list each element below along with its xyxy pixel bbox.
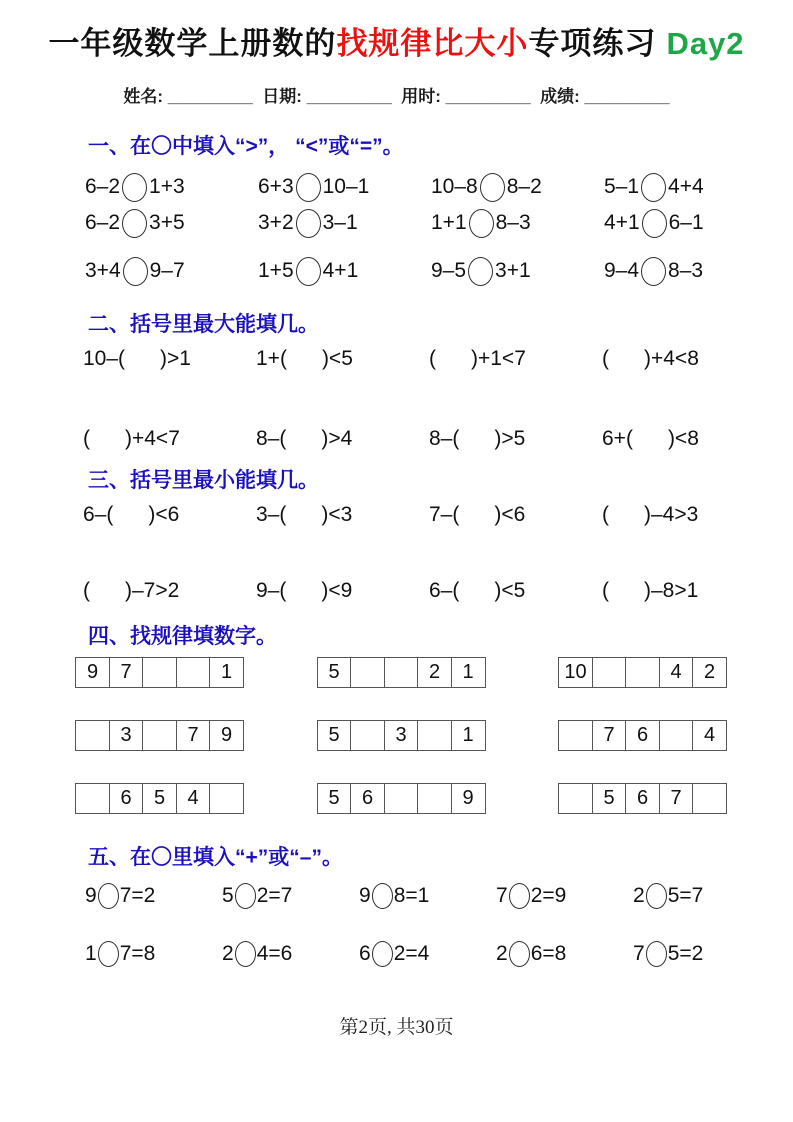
compare-item [85, 171, 258, 203]
expression-right: 3+1 [495, 259, 531, 282]
table-cell-blank[interactable] [625, 657, 660, 688]
expression-right: 10–1 [322, 175, 370, 198]
number-pattern-table [317, 720, 486, 751]
number-pattern-table [317, 783, 486, 814]
answer-circle[interactable] [641, 257, 666, 286]
section1-heading: 一、在〇中填入“>”， “<”或“=”。 [88, 135, 404, 158]
answer-circle[interactable] [372, 883, 393, 909]
number-pattern-table [317, 657, 486, 688]
sign-item [222, 938, 359, 970]
answer-circle[interactable] [646, 883, 667, 909]
min-fill-row [83, 577, 793, 605]
expression-left: 9–5 [431, 259, 467, 282]
table-cell: 9 [451, 783, 486, 814]
fill-blank-expression[interactable]: 9–( )<9 [256, 579, 353, 602]
expression-left: 6+3 [258, 175, 294, 198]
compare-row [85, 207, 793, 239]
table-cell: 2 [417, 657, 452, 688]
table-cell: 6 [350, 783, 385, 814]
fill-blank-expression[interactable]: 6–( )<5 [429, 579, 526, 602]
table-cell: 1 [451, 720, 486, 751]
fill-blank-expression[interactable]: ( )–7>2 [83, 579, 180, 602]
table-cell: 5 [317, 720, 352, 751]
expression-right: 6–1 [668, 211, 704, 234]
answer-circle[interactable] [646, 941, 667, 967]
fill-blank-expression[interactable]: ( )+4<7 [83, 427, 180, 450]
section3-heading: 三、括号里最小能填几。 [88, 469, 319, 492]
operand-left: 2 [222, 942, 234, 965]
expression-left: 4+1 [604, 211, 640, 234]
answer-circle[interactable] [98, 941, 119, 967]
table-cell-blank[interactable] [417, 783, 452, 814]
compare-item [431, 255, 604, 287]
number-pattern-table [75, 783, 244, 814]
expression-left: 5–1 [604, 175, 640, 198]
number-pattern-table [75, 657, 244, 688]
page-title [0, 0, 793, 64]
answer-circle[interactable] [235, 941, 256, 967]
expression-left: 1+1 [431, 211, 467, 234]
table-cell: 10 [558, 657, 593, 688]
compare-item [85, 255, 258, 287]
min-fill-row [83, 501, 793, 529]
operand-left: 2 [496, 942, 508, 965]
table-cell: 7 [176, 720, 211, 751]
table-cell-blank[interactable] [176, 657, 211, 688]
operand-left: 7 [496, 884, 508, 907]
pattern-table-row [75, 720, 727, 751]
table-cell: 5 [142, 783, 177, 814]
number-pattern-table [558, 783, 727, 814]
fill-blank-expression[interactable]: 6–( )<6 [83, 503, 180, 526]
expression-left: 6–2 [85, 211, 121, 234]
table-cell-blank[interactable] [384, 783, 419, 814]
answer-circle[interactable] [509, 883, 530, 909]
title-part2: 专项练习 [528, 26, 657, 61]
expression-right: 8–3 [668, 259, 704, 282]
compare-item [258, 255, 431, 287]
pattern-table-row [75, 657, 727, 688]
fill-blank-expression[interactable]: 10–( )>1 [83, 347, 191, 370]
operand-left: 5 [222, 884, 234, 907]
sign-item [85, 938, 222, 970]
table-cell-blank[interactable] [592, 657, 627, 688]
max-fill-row [83, 345, 793, 373]
operand-left: 6 [359, 942, 371, 965]
student-info-line[interactable]: 姓名: _________ 日期: _________ 用时: _________ 成绩: _________ [123, 87, 670, 106]
table-cell: 4 [692, 720, 727, 751]
answer-circle[interactable] [469, 209, 494, 238]
fill-blank-expression[interactable]: 8–( )>4 [256, 427, 353, 450]
operand-right: 5=2 [667, 942, 704, 965]
title-highlight: 找规律比大小 [336, 26, 529, 61]
fill-blank-expression[interactable]: ( )–4>3 [602, 503, 699, 526]
table-cell: 5 [317, 783, 352, 814]
table-cell-blank[interactable] [142, 657, 177, 688]
expression-right: 4+1 [322, 259, 359, 282]
compare-item [85, 207, 258, 239]
table-cell: 7 [592, 720, 627, 751]
table-cell: 6 [625, 720, 660, 751]
table-cell: 3 [384, 720, 419, 751]
fill-blank-expression[interactable]: 6+( )<8 [602, 427, 699, 450]
table-cell: 9 [75, 657, 110, 688]
compare-row [85, 255, 793, 287]
operand-left: 1 [85, 942, 97, 965]
answer-circle[interactable] [509, 941, 530, 967]
answer-circle[interactable] [372, 941, 393, 967]
table-cell: 2 [692, 657, 727, 688]
table-cell: 3 [109, 720, 144, 751]
fill-blank-expression[interactable]: ( )+1<7 [429, 347, 526, 370]
expression-left: 10–8 [431, 175, 478, 198]
operand-left: 7 [633, 942, 645, 965]
max-fill-row [83, 425, 793, 453]
section2-heading: 二、括号里最大能填几。 [88, 313, 319, 336]
expression-right: 8–2 [506, 175, 542, 198]
number-pattern-table [75, 720, 244, 751]
expression-left: 3+4 [85, 259, 121, 282]
expression-right: 1+3 [149, 175, 185, 198]
sign-item [633, 938, 770, 970]
table-cell-blank[interactable] [384, 657, 419, 688]
operand-right: 5=7 [667, 884, 704, 907]
compare-item [604, 171, 777, 203]
answer-circle[interactable] [235, 883, 256, 909]
table-cell: 7 [109, 657, 144, 688]
answer-circle[interactable] [122, 209, 147, 238]
compare-item [431, 207, 604, 239]
table-cell: 5 [592, 783, 627, 814]
operand-left: 9 [359, 884, 371, 907]
table-cell: 4 [659, 657, 694, 688]
operand-right: 2=4 [393, 942, 430, 965]
operand-right: 2=7 [256, 884, 293, 907]
expression-left: 3+2 [258, 211, 294, 234]
sign-fill-row [85, 938, 793, 970]
title-day-badge: Day2 [666, 26, 745, 61]
table-cell-blank[interactable] [75, 783, 110, 814]
fill-blank-expression[interactable]: ( )–8>1 [602, 579, 699, 602]
operand-right: 7=8 [119, 942, 156, 965]
compare-item [258, 207, 431, 239]
answer-circle[interactable] [123, 257, 148, 286]
compare-row [85, 171, 793, 203]
table-cell-blank[interactable] [209, 783, 244, 814]
table-cell: 1 [209, 657, 244, 688]
sign-item [496, 938, 633, 970]
table-cell-blank[interactable] [75, 720, 110, 751]
compare-item [604, 255, 777, 287]
table-cell-blank[interactable] [558, 720, 593, 751]
number-pattern-table [558, 720, 727, 751]
table-cell: 6 [109, 783, 144, 814]
table-cell: 4 [176, 783, 211, 814]
compare-item [431, 171, 604, 203]
table-cell-blank[interactable] [659, 720, 694, 751]
answer-circle[interactable] [296, 173, 321, 202]
expression-left: 9–4 [604, 259, 640, 282]
table-cell: 6 [625, 783, 660, 814]
expression-right: 3+5 [149, 211, 185, 234]
fill-blank-expression[interactable]: 7–( )<6 [429, 503, 526, 526]
sign-item [633, 880, 770, 912]
compare-item [604, 207, 777, 239]
operand-right: 6=8 [530, 942, 567, 965]
title-part1: 一年级数学上册数的 [48, 26, 337, 61]
sign-item [85, 880, 222, 912]
answer-circle[interactable] [296, 257, 321, 286]
sign-item [222, 880, 359, 912]
expression-right: 3–1 [322, 211, 358, 234]
fill-blank-expression[interactable]: 8–( )>5 [429, 427, 526, 450]
table-cell: 5 [317, 657, 352, 688]
pattern-table-row [75, 783, 727, 814]
operand-right: 4=6 [256, 942, 293, 965]
number-pattern-table [558, 657, 727, 688]
operand-left: 9 [85, 884, 97, 907]
sign-item [359, 880, 496, 912]
table-cell-blank[interactable] [350, 720, 385, 751]
table-cell-blank[interactable] [142, 720, 177, 751]
sign-item [496, 880, 633, 912]
answer-circle[interactable] [642, 209, 667, 238]
operand-right: 2=9 [530, 884, 567, 907]
operand-left: 2 [633, 884, 645, 907]
table-cell: 1 [451, 657, 486, 688]
operand-right: 7=2 [119, 884, 156, 907]
sign-fill-row [85, 880, 793, 912]
section4-heading: 四、找规律填数字。 [88, 625, 277, 648]
answer-circle[interactable] [122, 173, 147, 202]
table-cell: 9 [209, 720, 244, 751]
sign-item [359, 938, 496, 970]
expression-left: 6–2 [85, 175, 121, 198]
answer-circle[interactable] [296, 209, 321, 238]
fill-blank-expression[interactable]: 3–( )<3 [256, 503, 353, 526]
fill-blank-expression[interactable]: 1+( )<5 [256, 347, 353, 370]
answer-circle[interactable] [480, 173, 505, 202]
answer-circle[interactable] [641, 173, 666, 202]
expression-right: 8–3 [495, 211, 531, 234]
table-cell-blank[interactable] [692, 783, 727, 814]
table-cell-blank[interactable] [417, 720, 452, 751]
answer-circle[interactable] [98, 883, 119, 909]
operand-right: 8=1 [393, 884, 430, 907]
section5-heading: 五、在〇里填入“+”或“–”。 [88, 846, 343, 869]
answer-circle[interactable] [468, 257, 493, 286]
fill-blank-expression[interactable]: ( )+4<8 [602, 347, 699, 370]
expression-right: 9–7 [149, 259, 185, 282]
table-cell-blank[interactable] [350, 657, 385, 688]
table-cell-blank[interactable] [558, 783, 593, 814]
expression-right: 4+4 [668, 175, 704, 198]
expression-left: 1+5 [258, 259, 294, 282]
page-number-footer: 第2页, 共30页 [339, 1017, 454, 1038]
compare-item [258, 171, 431, 203]
table-cell: 7 [659, 783, 694, 814]
